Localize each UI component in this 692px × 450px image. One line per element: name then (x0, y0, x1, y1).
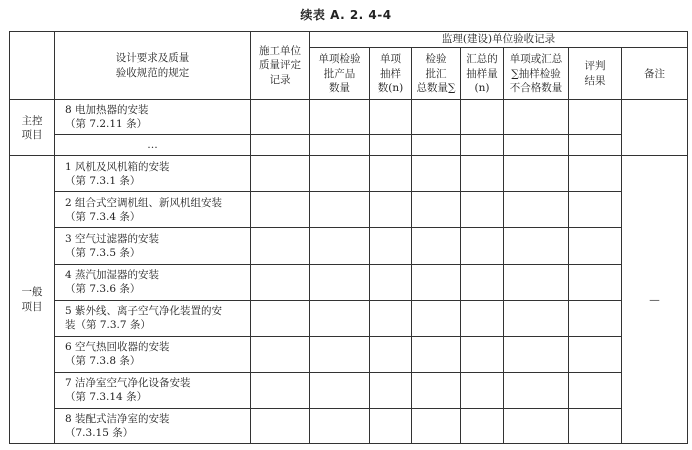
general-item-2: 2 组合式空调机组、新风机组安装 （第 7.3.4 条） (55, 192, 251, 228)
header-design-req: 设计要求及质量 验收规范的规定 (55, 32, 251, 100)
main-remark-cell (622, 100, 688, 156)
header-col-remark: 备注 (622, 48, 688, 100)
general-item-6: 6 空气热回收器的安装 （第 7.3.8 条） (55, 336, 251, 372)
general-item-8: 8 装配式洁净室的安装 （7.3.15 条） (55, 408, 251, 443)
header-col-total-sample: 汇总的 抽样量 (n) (461, 48, 504, 100)
general-item-4: 4 蒸汽加湿器的安装 （第 7.3.6 条） (55, 264, 251, 300)
acceptance-table (9, 31, 688, 444)
general-item-1: 1 风机及风机箱的安装 （第 7.3.1 条） (55, 156, 251, 192)
header-col-sample-n: 单项 抽样 数(n) (370, 48, 412, 100)
general-item-3: 3 空气过滤器的安装 （第 7.3.5 条） (55, 228, 251, 264)
header-corner-cell (10, 32, 55, 100)
general-item-7: 7 洁净室空气净化设备安装 （第 7.3.14 条） (55, 372, 251, 408)
general-remark-cell: — (622, 156, 688, 444)
general-item-5: 5 紫外线、离子空气净化装置的安 装（第 7.3.7 条） (55, 300, 251, 336)
header-supervision-group: 监理(建设)单位验收记录 (310, 32, 688, 48)
category-main-control: 主控 项目 (10, 100, 55, 156)
main-item-8: 8 电加热器的安装 （第 7.2.11 条） (55, 100, 251, 135)
page-title: 续表 A. 2. 4-4 (300, 8, 392, 22)
category-general: 一般 项目 (10, 156, 55, 444)
header-col-batch-total: 检验 批汇 总数量∑ (412, 48, 461, 100)
header-col-batch-qty: 单项检验 批产品 数量 (310, 48, 370, 100)
header-construction-record: 施工单位 质量评定 记录 (251, 32, 310, 100)
main-item-ellipsis: … (55, 135, 251, 156)
header-col-judgement: 评判 结果 (569, 48, 622, 100)
header-col-nonconforming: 单项或汇总 ∑抽样检验 不合格数量 (504, 48, 569, 100)
